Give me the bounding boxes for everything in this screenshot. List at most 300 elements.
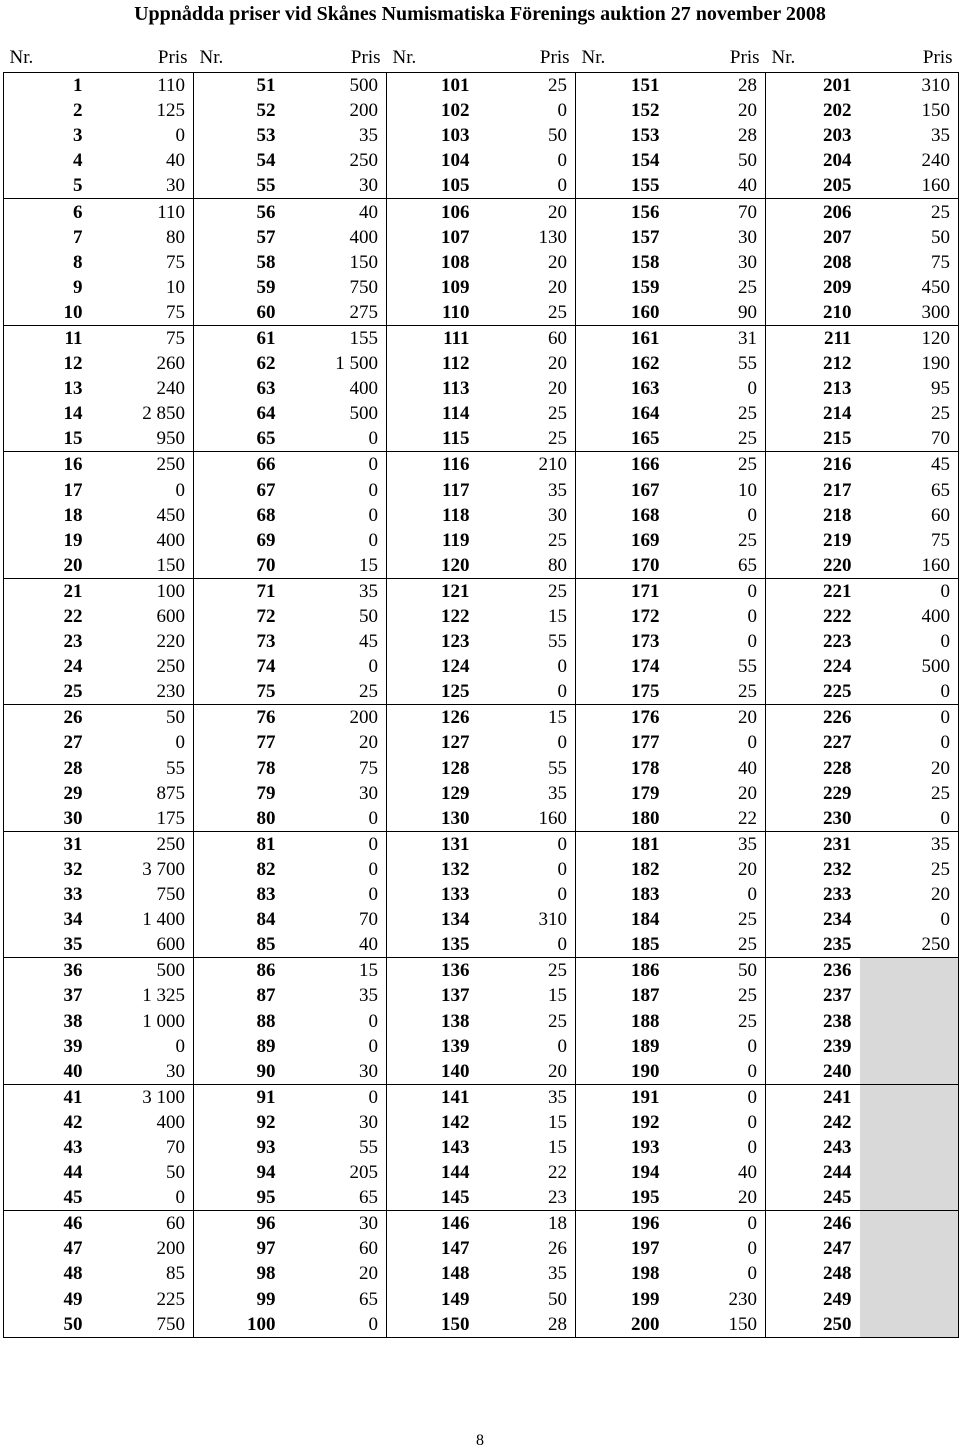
table-row [4,325,959,351]
lot-price: 40 [359,201,378,223]
lot-number: 21 [4,578,91,604]
lot-number: 205 [766,173,860,199]
lot-price: 25 [860,781,959,806]
lot-number: 158 [576,250,668,275]
lot-number: 243 [766,1135,860,1160]
lot-number: 90 [194,1059,284,1085]
lot-number: 208 [766,250,860,275]
lot-price: 26 [548,1238,567,1260]
lot-price: 400 [156,1111,185,1133]
lot-price: 35 [860,123,959,148]
lot-number: 230 [766,806,860,832]
lot-number: 130 [387,806,478,832]
lot-price: 35 [548,1086,567,1108]
lot-number: 226 [766,705,860,731]
lot-price: 0 [860,806,959,832]
lot-number: 71 [194,578,284,604]
lot-number: 163 [576,376,668,401]
lot-price: 0 [91,1185,194,1211]
lot-price: 50 [860,225,959,250]
lot-price: 150 [91,553,194,579]
lot-number: 187 [576,983,668,1008]
lot-price: 0 [747,732,757,754]
lot-price: 0 [368,1035,378,1057]
table-row [4,578,959,604]
lot-number: 144 [387,1160,478,1185]
lot-price: 25 [548,75,567,97]
table-row [4,148,959,173]
lot-number: 133 [387,882,478,907]
lot-price: 80 [166,226,185,248]
lot-number: 221 [766,578,860,604]
lot-price: 0 [860,629,959,654]
lot-price: 0 [557,1035,567,1057]
lot-price: 25 [860,199,959,225]
lot-price: 22 [668,806,766,832]
lot-number: 73 [194,629,284,654]
lot-price: 75 [91,300,194,326]
lot-price: 50 [548,1288,567,1310]
lot-price: 20 [738,858,757,880]
lot-number: 138 [387,1008,478,1033]
table-row [4,351,959,376]
lot-number: 96 [194,1211,284,1237]
lot-price: 30 [284,173,387,199]
lot-price: 250 [156,833,185,855]
lot-number: 184 [576,907,668,932]
lot-number: 9 [4,275,91,300]
lot-number: 153 [576,123,668,148]
lot-price: 25 [738,1010,757,1032]
table-row [4,1110,959,1135]
lot-number: 216 [766,452,860,478]
lot-number: 212 [766,351,860,376]
lot-number: 36 [4,958,91,984]
lot-number: 192 [576,1110,668,1135]
lot-number: 51 [194,73,284,99]
lot-number: 191 [576,1084,668,1110]
lot-number: 72 [194,604,284,629]
lot-price: 55 [359,1136,378,1158]
lot-number: 110 [387,300,478,326]
lot-number: 180 [576,806,668,832]
lot-price: 20 [478,1059,576,1085]
table-row [4,679,959,705]
lot-price: 40 [668,173,766,199]
lot-price: 35 [548,479,567,501]
lot-number: 12 [4,351,91,376]
lot-price: 0 [860,578,959,604]
lot-number: 112 [387,351,478,376]
lot-number: 26 [4,705,91,731]
lot-number: 215 [766,426,860,452]
lot-price: 230 [91,679,194,705]
lot-number: 206 [766,199,860,225]
lot-price: 25 [668,679,766,705]
lot-number: 84 [194,907,284,932]
lot-price: 1 500 [335,353,378,375]
lot-price: 1 400 [142,909,185,931]
table-row [4,1312,959,1338]
lot-price: 225 [156,1288,185,1310]
lot-price: 75 [860,528,959,553]
lot-number: 170 [576,553,668,579]
lot-number: 22 [4,604,91,629]
lot-number: 8 [4,250,91,275]
table-row [4,553,959,579]
lot-price: 25 [548,1010,567,1032]
lot-number: 134 [387,907,478,932]
lot-price: 0 [478,679,576,705]
lot-number: 117 [387,478,478,503]
lot-price: 18 [548,1213,567,1235]
lot-number: 58 [194,250,284,275]
lot-price: 155 [349,327,378,349]
lot-number: 101 [387,73,478,99]
lot-price [860,1034,959,1059]
lot-price: 15 [548,985,567,1007]
lot-number: 190 [576,1059,668,1085]
lot-price: 450 [860,275,959,300]
lot-number: 98 [194,1261,284,1286]
lot-number: 188 [576,1008,668,1033]
lot-price: 40 [166,150,185,172]
lot-number: 50 [4,1312,91,1338]
lot-price: 30 [91,1059,194,1085]
table-row [4,654,959,679]
lot-price: 0 [747,1238,757,1260]
table-row [4,781,959,806]
lot-number: 139 [387,1034,478,1059]
lot-number: 80 [194,806,284,832]
lot-price: 0 [478,932,576,958]
lot-number: 136 [387,958,478,984]
lot-price: 200 [349,707,378,729]
lot-price: 0 [368,504,378,526]
lot-price: 310 [538,909,567,931]
lot-price [860,1185,959,1211]
lot-price: 250 [349,150,378,172]
lot-price: 0 [747,1035,757,1057]
lot-number: 156 [576,199,668,225]
lot-price: 250 [156,454,185,476]
lot-price: 600 [91,932,194,958]
lot-number: 52 [194,98,284,123]
lot-number: 74 [194,654,284,679]
lot-number: 88 [194,1008,284,1033]
lot-number: 109 [387,275,478,300]
lot-price: 600 [156,606,185,628]
lot-number: 171 [576,578,668,604]
lot-price: 0 [557,150,567,172]
lot-number: 152 [576,98,668,123]
lot-number: 161 [576,325,668,351]
table-row [4,907,959,932]
table-row [4,1261,959,1286]
lot-number: 189 [576,1034,668,1059]
lot-price: 25 [738,985,757,1007]
table-row [4,300,959,326]
lot-price: 28 [738,125,757,147]
lot-price: 35 [359,125,378,147]
table-row [4,73,959,99]
lot-price: 1 325 [142,985,185,1007]
lot-price: 50 [166,1162,185,1184]
lot-number: 201 [766,73,860,99]
lot-number: 209 [766,275,860,300]
table-row [4,806,959,832]
lot-number: 204 [766,148,860,173]
lot-price: 250 [860,932,959,958]
lot-price: 275 [284,300,387,326]
lot-number: 68 [194,503,284,528]
lot-price: 20 [738,782,757,804]
lot-number: 42 [4,1110,91,1135]
lot-number: 15 [4,426,91,452]
lot-price: 35 [548,782,567,804]
lot-number: 218 [766,503,860,528]
lot-price: 30 [359,1213,378,1235]
lot-number: 128 [387,756,478,781]
lot-number: 236 [766,958,860,984]
lot-number: 30 [4,806,91,832]
lot-number: 142 [387,1110,478,1135]
lot-number: 196 [576,1211,668,1237]
lot-price: 160 [860,553,959,579]
lot-price: 25 [738,276,757,298]
lot-price: 0 [557,884,567,906]
lot-number: 116 [387,452,478,478]
lot-number: 86 [194,958,284,984]
lot-price: 300 [860,300,959,326]
lot-price: 0 [747,884,757,906]
lot-price: 0 [284,426,387,452]
lot-price: 75 [359,757,378,779]
lot-number: 95 [194,1185,284,1211]
lot-price: 0 [175,1035,185,1057]
lot-number: 177 [576,730,668,755]
table-row [4,1135,959,1160]
lot-number: 6 [4,199,91,225]
lot-number: 210 [766,300,860,326]
lot-number: 14 [4,401,91,426]
lot-number: 49 [4,1287,91,1312]
lot-number: 186 [576,958,668,984]
lot-price: 100 [156,580,185,602]
lot-number: 24 [4,654,91,679]
table-row [4,478,959,503]
lot-price [860,1287,959,1312]
lot-price: 20 [548,353,567,375]
header-pris: Pris [668,44,766,73]
lot-price: 70 [359,909,378,931]
lot-number: 62 [194,351,284,376]
lot-number: 224 [766,654,860,679]
lot-price: 0 [747,1086,757,1108]
header-pris: Pris [91,44,194,73]
lot-number: 151 [576,73,668,99]
lot-price: 0 [860,730,959,755]
lot-price: 0 [557,858,567,880]
lot-price: 75 [166,327,185,349]
lot-price: 3 700 [142,858,185,880]
lot-price: 30 [91,173,194,199]
lot-number: 69 [194,528,284,553]
lot-price: 65 [668,553,766,579]
lot-price: 190 [860,351,959,376]
lot-price: 80 [478,553,576,579]
lot-price: 175 [91,806,194,832]
table-row [4,376,959,401]
lot-number: 82 [194,857,284,882]
lot-price: 20 [738,707,757,729]
lot-price: 20 [860,756,959,781]
lot-price: 25 [548,529,567,551]
lot-price: 50 [738,150,757,172]
lot-number: 124 [387,654,478,679]
lot-number: 34 [4,907,91,932]
lot-price: 25 [668,426,766,452]
lot-number: 167 [576,478,668,503]
lot-number: 66 [194,452,284,478]
lot-number: 56 [194,199,284,225]
lot-number: 94 [194,1160,284,1185]
lot-number: 97 [194,1236,284,1261]
lot-price: 65 [860,478,959,503]
lot-price: 450 [156,504,185,526]
table-row [4,958,959,984]
lot-price: 20 [548,378,567,400]
auction-price-table [3,44,959,1338]
lot-number: 179 [576,781,668,806]
lot-number: 160 [576,300,668,326]
lot-price: 60 [166,1213,185,1235]
lot-number: 65 [194,426,284,452]
lot-number: 140 [387,1059,478,1085]
lot-price: 60 [860,503,959,528]
lot-price: 28 [478,1312,576,1338]
lot-number: 203 [766,123,860,148]
lot-price: 25 [738,909,757,931]
lot-price: 0 [368,833,378,855]
header-pris: Pris [478,44,576,73]
lot-number: 195 [576,1185,668,1211]
lot-price: 0 [368,529,378,551]
lot-number: 16 [4,452,91,478]
lot-number: 229 [766,781,860,806]
table-row [4,857,959,882]
lot-price: 200 [349,100,378,122]
lot-number: 214 [766,401,860,426]
lot-number: 78 [194,756,284,781]
lot-price: 20 [548,276,567,298]
lot-number: 173 [576,629,668,654]
lot-price: 40 [284,932,387,958]
lot-number: 54 [194,148,284,173]
lot-number: 164 [576,401,668,426]
lot-price: 15 [548,606,567,628]
lot-number: 143 [387,1135,478,1160]
lot-price: 75 [166,251,185,273]
lot-price: 50 [548,125,567,147]
lot-price [860,1008,959,1033]
lot-number: 147 [387,1236,478,1261]
lot-number: 146 [387,1211,478,1237]
lot-price: 55 [548,757,567,779]
lot-number: 31 [4,831,91,857]
lot-price: 0 [557,732,567,754]
lot-number: 17 [4,478,91,503]
lot-price [860,1236,959,1261]
lot-number: 227 [766,730,860,755]
lot-number: 121 [387,578,478,604]
lot-price [860,1160,959,1185]
table-body [4,73,959,1338]
table-row [4,831,959,857]
lot-number: 244 [766,1160,860,1185]
lot-number: 238 [766,1008,860,1033]
lot-price: 0 [368,858,378,880]
lot-number: 217 [766,478,860,503]
lot-number: 225 [766,679,860,705]
table-row [4,1160,959,1185]
lot-price: 25 [860,857,959,882]
lot-price: 0 [860,679,959,705]
lot-price: 0 [368,656,378,678]
lot-number: 67 [194,478,284,503]
lot-number: 76 [194,705,284,731]
lot-number: 132 [387,857,478,882]
lot-price: 15 [359,960,378,982]
lot-number: 175 [576,679,668,705]
lot-number: 11 [4,325,91,351]
lot-price [860,1135,959,1160]
lot-number: 29 [4,781,91,806]
lot-number: 113 [387,376,478,401]
lot-price: 500 [349,403,378,425]
lot-price: 23 [478,1185,576,1211]
lot-number: 10 [4,300,91,326]
lot-number: 211 [766,325,860,351]
lot-price: 200 [156,1238,185,1260]
table-row [4,275,959,300]
lot-number: 85 [194,932,284,958]
lot-number: 250 [766,1312,860,1338]
lot-price: 150 [349,251,378,273]
lot-number: 248 [766,1261,860,1286]
lot-price: 875 [156,782,185,804]
lot-number: 123 [387,629,478,654]
lot-number: 63 [194,376,284,401]
lot-number: 25 [4,679,91,705]
lot-number: 103 [387,123,478,148]
lot-number: 122 [387,604,478,629]
lot-number: 75 [194,679,284,705]
lot-number: 176 [576,705,668,731]
lot-number: 32 [4,857,91,882]
lot-price: 50 [166,707,185,729]
lot-number: 207 [766,225,860,250]
header-nr: Nr. [576,44,668,73]
lot-price: 750 [91,1312,194,1338]
lot-number: 87 [194,983,284,1008]
lot-number: 35 [4,932,91,958]
lot-number: 125 [387,679,478,705]
lot-price: 210 [538,454,567,476]
lot-price: 160 [478,806,576,832]
lot-price: 400 [156,529,185,551]
lot-price: 55 [738,656,757,678]
